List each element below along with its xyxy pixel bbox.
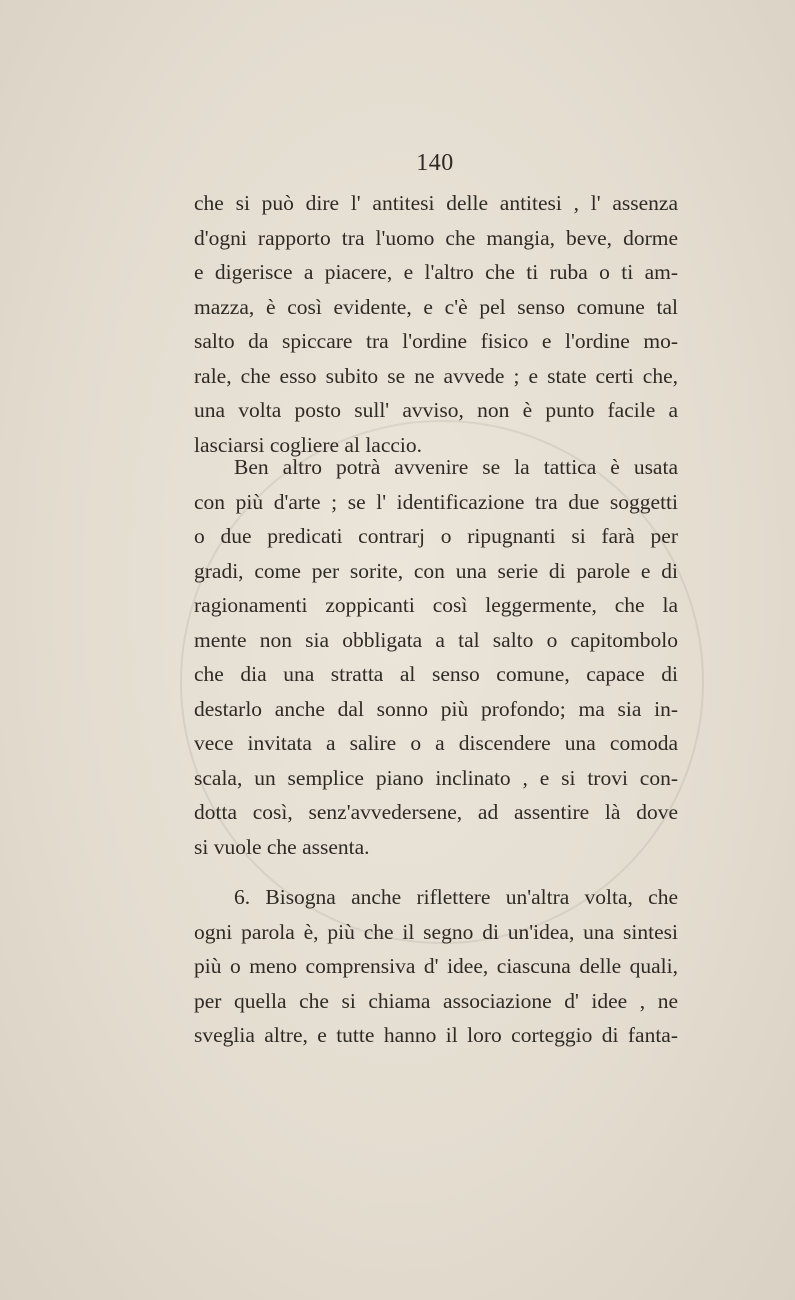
text-line: sveglia altre, e tutte hanno il loro corteggio di fanta-	[194, 1023, 678, 1047]
text-line: scala, un semplice piano inclinato , e si trovi con-	[194, 765, 678, 790]
paragraph-2	[194, 450, 678, 864]
text-line: con più d'arte ; se l' identificazione tra due soggetti	[194, 489, 678, 514]
text-line: o due predicati contrarj o ripugnanti si farà per	[194, 524, 678, 548]
page-number: 140	[416, 150, 454, 176]
text-line: che dia una stratta al senso comune, capace di	[194, 662, 678, 686]
text-line: ogni parola è, più che il segno di un'idea, una sintesi	[194, 919, 678, 944]
text-line: salto da spiccare tra l'ordine fisico e l'ordine mo-	[194, 329, 678, 353]
text-line: rale, che esso subito se ne avvede ; e state certi che,	[194, 363, 678, 388]
text-line: vece invitata a salire o a discendere una comoda	[194, 731, 678, 755]
text-line: e digerisce a piacere, e l'altro che ti ruba o ti am-	[194, 260, 678, 284]
text-line: 6. Bisogna anche riflettere un'altra volta, che	[234, 885, 678, 909]
text-line: per quella che si chiama associazione d' idee , ne	[194, 988, 678, 1013]
text-line: si vuole che assenta.	[194, 834, 370, 859]
text-line: ragionamenti zoppicanti così leggermente, che la	[194, 593, 678, 617]
text-line: una volta posto sull' avviso, non è punto facile a	[194, 398, 678, 422]
text-line: d'ogni rapporto tra l'uomo che mangia, beve, dorme	[194, 225, 678, 250]
text-line: che si può dire l' antitesi delle antitesi , l' assenza	[194, 191, 678, 215]
text-line: più o meno comprensiva d' idee, ciascuna delle quali,	[194, 954, 678, 978]
paragraph-3	[194, 880, 678, 1053]
text-line: gradi, come per sorite, con una serie di parole e di	[194, 558, 678, 583]
text-line: Ben altro potrà avvenire se la tattica è usata	[234, 455, 678, 479]
text-line: lasciarsi cogliere al laccio.	[194, 432, 423, 457]
text-line: dotta così, senz'avvedersene, ad assentire là dove	[194, 800, 678, 824]
text-line: mente non sia obbligata a tal salto o capitombolo	[194, 627, 678, 652]
text-line: mazza, è così evidente, e c'è pel senso comune tal	[194, 294, 678, 319]
text-line: destarlo anche dal sonno più profondo; ma sia in-	[194, 696, 678, 721]
paragraph-1	[194, 186, 678, 462]
